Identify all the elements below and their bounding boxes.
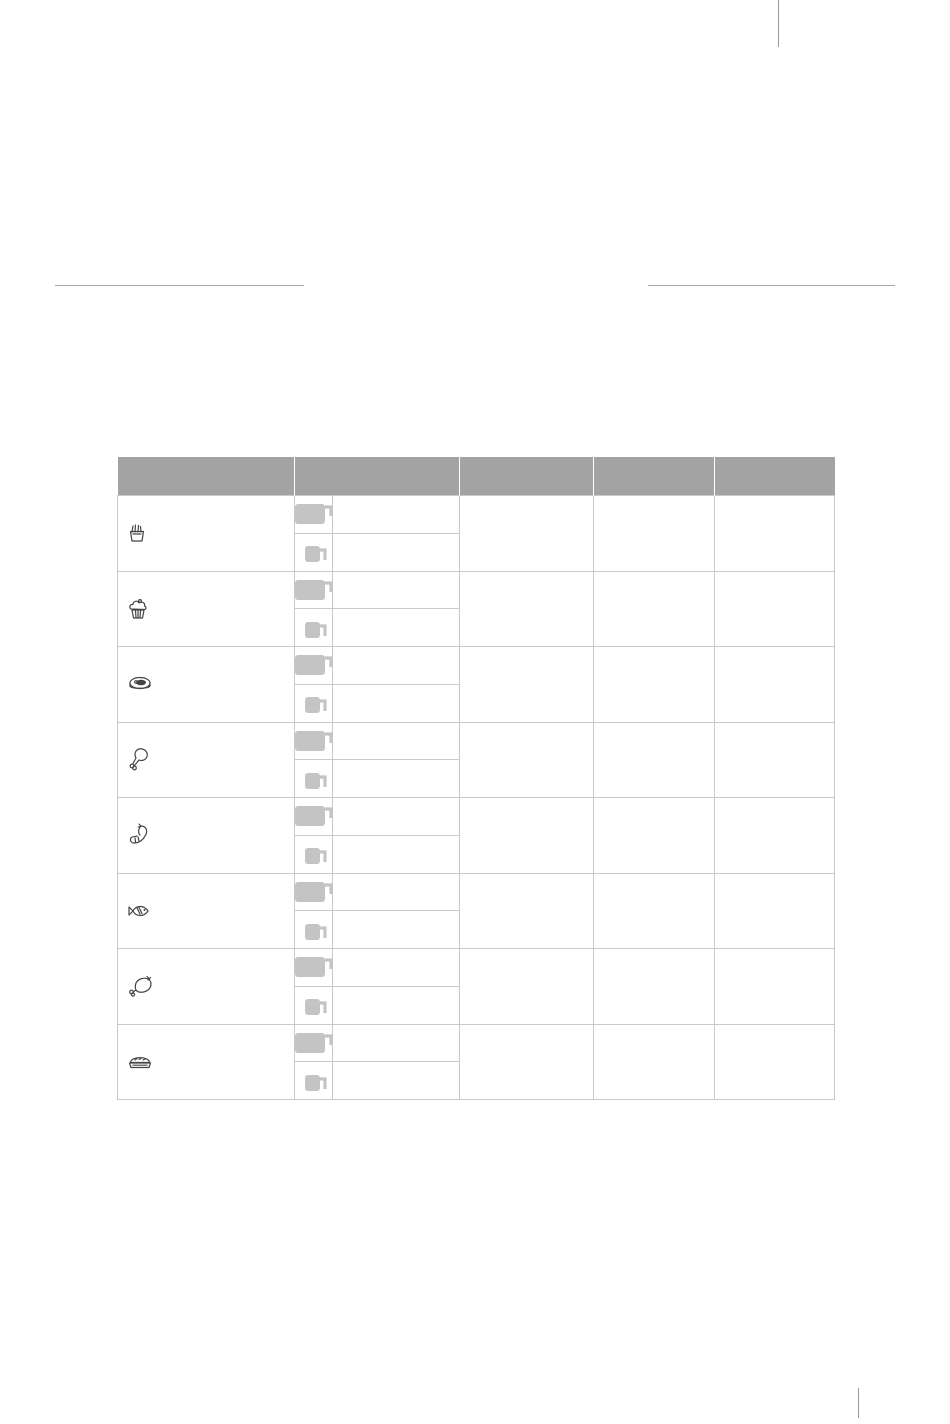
mode-value (333, 496, 460, 534)
col5-cell (715, 571, 835, 647)
small-basket-icon (295, 918, 332, 942)
mode-icon-cell (295, 911, 333, 949)
wide-basket-icon (295, 804, 332, 828)
table-row (118, 722, 835, 760)
col4-cell (594, 647, 715, 723)
section-rule-left (55, 285, 304, 286)
col5-cell (715, 873, 835, 949)
col4-cell (594, 949, 715, 1025)
col5-cell (715, 798, 835, 874)
top-vertical-rule (778, 0, 779, 47)
wide-basket-icon (295, 653, 332, 677)
small-basket-icon (295, 993, 332, 1017)
table-row (118, 647, 835, 685)
wide-basket-icon (295, 955, 332, 979)
col3-cell (460, 496, 594, 572)
mode-value (333, 684, 460, 722)
food-cell (118, 647, 295, 723)
food-cell (118, 949, 295, 1025)
steak-icon (118, 675, 294, 693)
mode-icon-cell (295, 986, 333, 1024)
mode-icon-cell (295, 873, 333, 911)
mode-icon-cell (295, 1062, 333, 1100)
small-basket-icon (295, 691, 332, 715)
mode-value (333, 647, 460, 685)
col4-cell (594, 496, 715, 572)
fish-icon (118, 903, 294, 919)
col3-cell (460, 949, 594, 1025)
mode-value (333, 835, 460, 873)
wide-basket-icon (295, 880, 332, 904)
mode-value (333, 873, 460, 911)
food-cell (118, 1024, 295, 1100)
mode-icon-cell (295, 1024, 333, 1062)
header-mode (295, 457, 460, 496)
col4-cell (594, 722, 715, 798)
wide-basket-icon (295, 502, 332, 526)
mode-value (333, 1062, 460, 1100)
food-cell (118, 798, 295, 874)
small-basket-icon (295, 540, 332, 564)
food-cell (118, 571, 295, 647)
section-rule-right (648, 285, 895, 286)
mode-icon-cell (295, 835, 333, 873)
food-cell (118, 722, 295, 798)
col5-cell (715, 496, 835, 572)
mode-icon-cell (295, 647, 333, 685)
col3-cell (460, 1024, 594, 1100)
header-col5 (715, 457, 835, 496)
table-row (118, 798, 835, 836)
mode-icon-cell (295, 949, 333, 987)
col3-cell (460, 798, 594, 874)
table-row (118, 949, 835, 987)
page-footer-rule (858, 1388, 859, 1418)
col5-cell (715, 949, 835, 1025)
mode-value (333, 760, 460, 798)
pie-icon (118, 1053, 294, 1071)
small-basket-icon (295, 1069, 332, 1093)
wide-basket-icon (295, 729, 332, 753)
col5-cell (715, 722, 835, 798)
mode-value (333, 1024, 460, 1062)
fries-icon (118, 523, 294, 543)
col3-cell (460, 873, 594, 949)
table-row (118, 496, 835, 534)
small-basket-icon (295, 767, 332, 791)
col4-cell (594, 571, 715, 647)
col3-cell (460, 647, 594, 723)
header-col4 (594, 457, 715, 496)
mode-value (333, 571, 460, 609)
header-col3 (460, 457, 594, 496)
mode-icon-cell (295, 496, 333, 534)
col4-cell (594, 798, 715, 874)
mode-icon-cell (295, 760, 333, 798)
table-row (118, 873, 835, 911)
mode-value (333, 722, 460, 760)
col3-cell (460, 571, 594, 647)
mode-value (333, 911, 460, 949)
table-row (118, 1024, 835, 1062)
table-row (118, 571, 835, 609)
col4-cell (594, 873, 715, 949)
ham-icon (118, 975, 294, 997)
mode-value (333, 533, 460, 571)
mode-icon-cell (295, 533, 333, 571)
drumstick-icon (118, 747, 294, 773)
mode-icon-cell (295, 722, 333, 760)
food-cell (118, 873, 295, 949)
food-cell (118, 496, 295, 572)
table-header-row (118, 457, 835, 496)
mode-icon-cell (295, 571, 333, 609)
mode-value (333, 609, 460, 647)
col5-cell (715, 1024, 835, 1100)
mode-icon-cell (295, 798, 333, 836)
mode-icon-cell (295, 684, 333, 722)
mode-icon-cell (295, 609, 333, 647)
col5-cell (715, 647, 835, 723)
mode-value (333, 949, 460, 987)
col3-cell (460, 722, 594, 798)
small-basket-icon (295, 616, 332, 640)
mode-value (333, 798, 460, 836)
small-basket-icon (295, 842, 332, 866)
cooking-table (117, 457, 835, 1100)
mode-value (333, 986, 460, 1024)
wide-basket-icon (295, 1031, 332, 1055)
col4-cell (594, 1024, 715, 1100)
shrimp-icon (118, 823, 294, 847)
muffin-icon (118, 598, 294, 620)
wide-basket-icon (295, 578, 332, 602)
header-food (118, 457, 295, 496)
